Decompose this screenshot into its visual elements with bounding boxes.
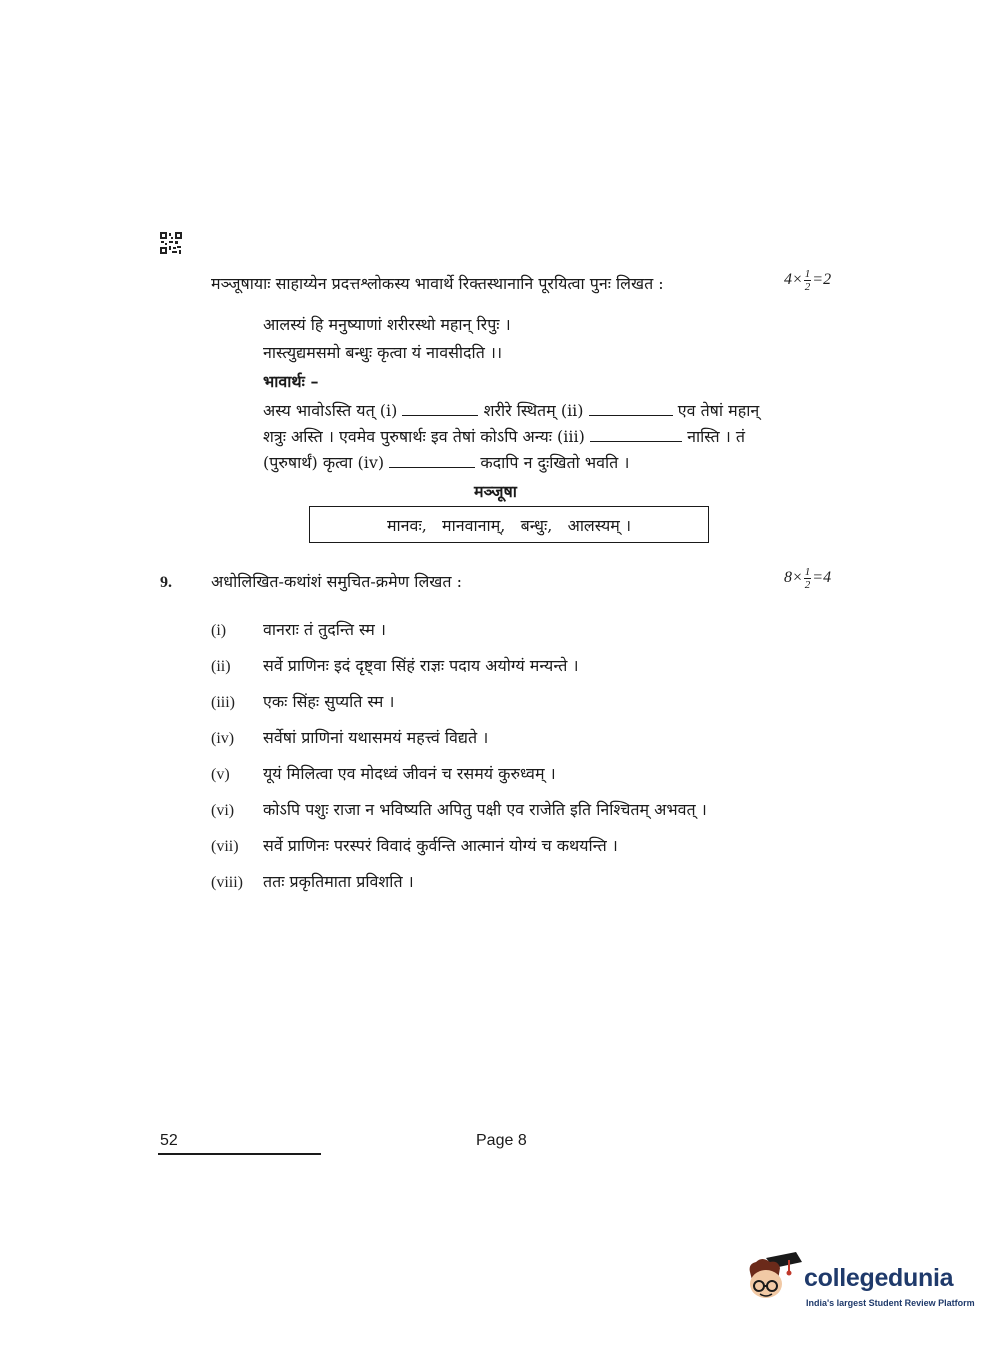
bhavarth-1b: शरीरे स्थितम् (ii) [483,401,584,420]
q9-number: 9. [160,574,172,591]
item-label: (viii) [211,874,243,891]
bhavarth-line-2 [263,427,745,447]
bhavarth-3a: (पुरुषार्थं) कृत्वा (iv) [263,453,385,472]
bhavarth-3b: कदापि न दुःखितो भवति । [480,453,630,472]
item-label: (v) [211,766,230,783]
q8-marks-post: =2 [812,271,832,289]
collegedunia-mascot-icon [744,1250,804,1310]
blank-iii [590,427,682,442]
item-text: एकः सिंहः सुप्यति स्म । [263,692,395,711]
list-item [211,728,488,749]
shloka-line-2: नास्त्युद्यमसमो बन्धुः कृत्वा यं नावसीदति ।। [263,343,503,362]
page-code: 52 [160,1132,178,1149]
logo-tagline: India's largest Student Review Platform [806,1298,975,1308]
footer-rule [158,1153,321,1155]
item-text: वानराः तं तुदन्ति स्म । [263,620,386,639]
q9-marks-den: 2 [804,579,811,591]
bhavarth-2b: नास्ति । तं [687,427,745,446]
q8-marks-fraction [804,268,812,293]
manjusha-box [309,506,709,543]
list-item [211,692,394,713]
logo-wordmark: collegedunia [804,1264,954,1292]
q8-marks-den: 2 [804,281,811,293]
item-label: (vii) [211,838,239,855]
q9-marks-fraction [804,566,812,591]
item-label: (iii) [211,694,235,711]
q9-marks-pre: 8× [784,569,803,587]
q9-marks-post: =4 [812,569,832,587]
list-item [211,764,556,785]
blank-ii [589,401,673,416]
q8-marks [784,268,831,293]
item-label: (i) [211,622,227,639]
item-text: सर्वे प्राणिनः परस्परं विवादं कुर्वन्ति आत्मानं योग्यं च कथयन्ति । [263,836,618,855]
item-text: ततः प्रकृतिमाता प्रविशति । [263,872,414,891]
list-item [211,836,618,857]
list-item [211,872,414,893]
q9-marks [784,566,831,591]
manjusha-title: मञ्जूषा [474,482,517,501]
q9-marks-num: 1 [804,566,811,578]
q8-marks-pre: 4× [784,271,803,289]
bhavarth-1c: एव तेषां महान् [677,401,760,420]
item-label: (vi) [211,802,235,819]
item-label: (iv) [211,730,235,747]
item-text: सर्वे प्राणिनः इदं दृष्ट्वा सिंहं राज्ञः पदाय अयोग्यं मन्यन्ते । [263,656,579,675]
bhavarth-line-1 [263,401,759,421]
item-text: सर्वेषां प्राणिनां यथासमयं महत्त्वं विद्यते । [263,728,489,747]
bhavarth-1a: अस्य भावोऽस्ति यत् (i) [263,401,398,420]
q9-instruction: अधोलिखित-कथांशं समुचित-क्रमेण लिखत : [211,572,462,591]
q8-instruction: मञ्जूषायाः साहाय्येन प्रदत्तश्लोकस्य भावार्थे रिक्तस्थानानि पूरयित्वा पुनः लिखत : [211,274,664,293]
qr-code-icon [160,232,182,254]
list-item [211,800,707,821]
page-number: Page 8 [476,1132,527,1149]
bhavarth-2a: शत्रुः अस्ति । एवमेव पुरुषार्थः इव तेषां कोऽपि अन्यः (iii) [263,427,585,446]
item-label: (ii) [211,658,231,675]
bhavarth-label: भावार्थः – [263,372,319,391]
blank-i [402,401,478,416]
q8-marks-num: 1 [804,268,811,280]
item-text: यूयं मिलित्वा एव मोदध्वं जीवनं च रसमयं कुरुध्वम् । [263,764,556,783]
bhavarth-line-3 [263,453,629,473]
manjusha-words: मानवः, मानवानाम्, बन्धुः, आलस्यम् । [386,515,632,535]
list-item [211,656,579,677]
shloka-line-1: आलस्यं हि मनुष्याणां शरीरस्थो महान् रिपुः । [263,315,511,334]
item-text: कोऽपि पशुः राजा न भविष्यति अपितु पक्षी एव राजेति इति निश्चितम् अभवत् । [263,800,707,819]
list-item [211,620,386,641]
blank-iv [389,453,475,468]
